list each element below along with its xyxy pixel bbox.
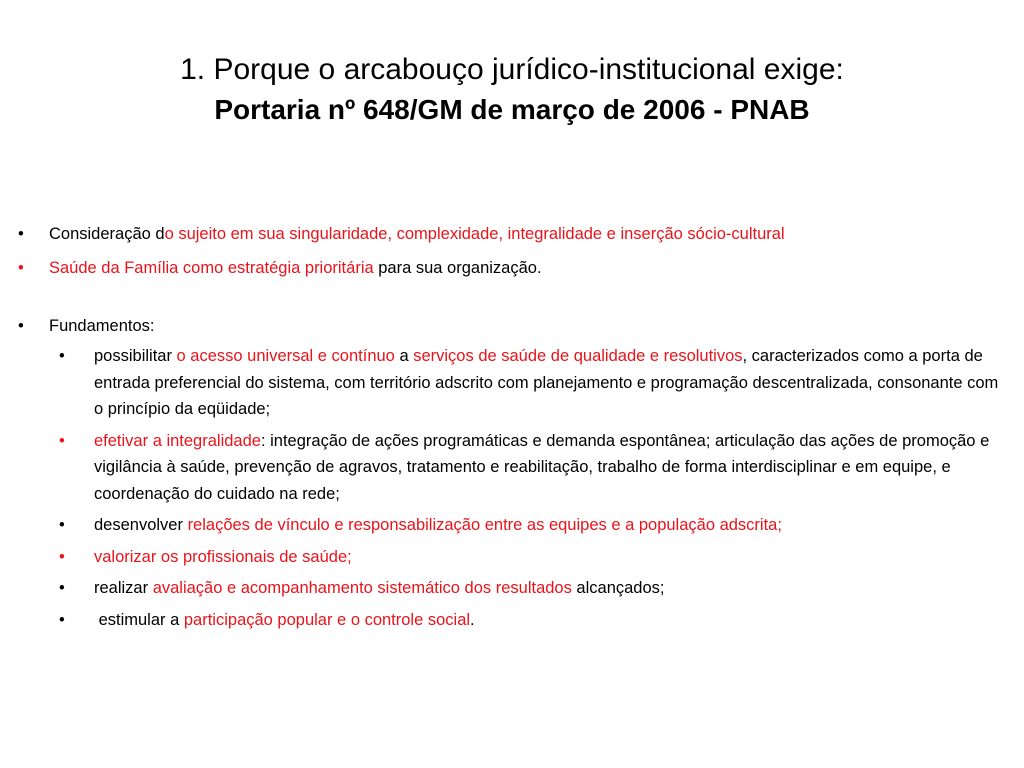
bullet-icon: • [59, 347, 65, 365]
bullet-text-part: para sua organização. [373, 259, 542, 277]
bullet-icon: • [18, 225, 24, 243]
bullet-item-saude-familia [16, 256, 1006, 280]
sub-item-participacao [16, 607, 1006, 634]
sub-item-valorizar [16, 544, 1006, 571]
sub-text-part: . [470, 610, 475, 629]
sub-text-highlight: relações de vínculo e responsabilização entre as equipes e a população adscrita; [187, 516, 782, 534]
sub-item-integralidade [16, 428, 1006, 508]
bullet-icon: • [59, 610, 65, 629]
sub-text-highlight: serviços de saúde de qualidade e resolutivos [413, 347, 743, 365]
sub-item-vinculo [16, 512, 1006, 539]
bullet-icon: • [59, 431, 65, 450]
sub-text-part: desenvolver [94, 516, 188, 534]
sub-text-highlight: avaliação e acompanhamento sistemático dos resultados [152, 579, 572, 597]
sub-text-part: alcançados; [571, 579, 665, 597]
sub-text-part: : integração de ações programáticas e demanda espontânea; articulação das ações de promoção e vigilância à saúde, prevenção de agravos, tratamento e reabilitação, trabalho de forma interdisciplinar e em equipe, e coordenação do cuidado na rede; [94, 431, 990, 503]
slide-title [20, 50, 1004, 130]
sub-text-part: estimular a [94, 610, 184, 629]
bullet-item-fundamentos [16, 314, 1006, 338]
sub-text-highlight: valorizar os profissionais de saúde; [94, 547, 352, 566]
sub-item-avaliacao [16, 575, 1006, 602]
bullet-text-part: Consideração d [49, 225, 165, 243]
bullet-icon: • [59, 547, 65, 566]
sub-item-acesso [16, 343, 1006, 423]
bullet-icon: • [18, 317, 24, 335]
title-line-1: 1. Porque o arcabouço jurídico-institucional exige: [180, 53, 844, 86]
bullet-item-consideracao [16, 222, 1006, 246]
sub-text-highlight: o acesso universal e contínuo [176, 347, 395, 365]
sub-text-part: a [394, 347, 414, 365]
bullet-text-highlight: o sujeito em sua singularidade, complexidade, integralidade e inserção sócio-cultural [164, 225, 785, 243]
bullet-text-highlight: Saúde da Família como estratégia prioritária [49, 259, 374, 277]
bullet-text-part: Fundamentos: [49, 317, 155, 335]
sub-text-part: realizar [94, 579, 153, 597]
title-line-2: Portaria nº 648/GM de março de 2006 - PNAB [214, 94, 810, 125]
sub-text-highlight: participação popular e o controle social [183, 610, 471, 629]
slide-content [16, 222, 1006, 633]
spacer [16, 280, 1006, 314]
bullet-icon: • [18, 259, 24, 277]
sub-text-part: , caracterizados como a porta de entrada preferencial do sistema, com território adscrito com planejamento e programação descentralizada, consonante com o princípio da eqüidade; [94, 347, 999, 418]
sub-text-highlight: efetivar a integralidade [94, 431, 261, 450]
bullet-icon: • [59, 579, 65, 597]
sub-text-part: possibilitar [94, 347, 177, 365]
bullet-icon: • [59, 516, 65, 534]
